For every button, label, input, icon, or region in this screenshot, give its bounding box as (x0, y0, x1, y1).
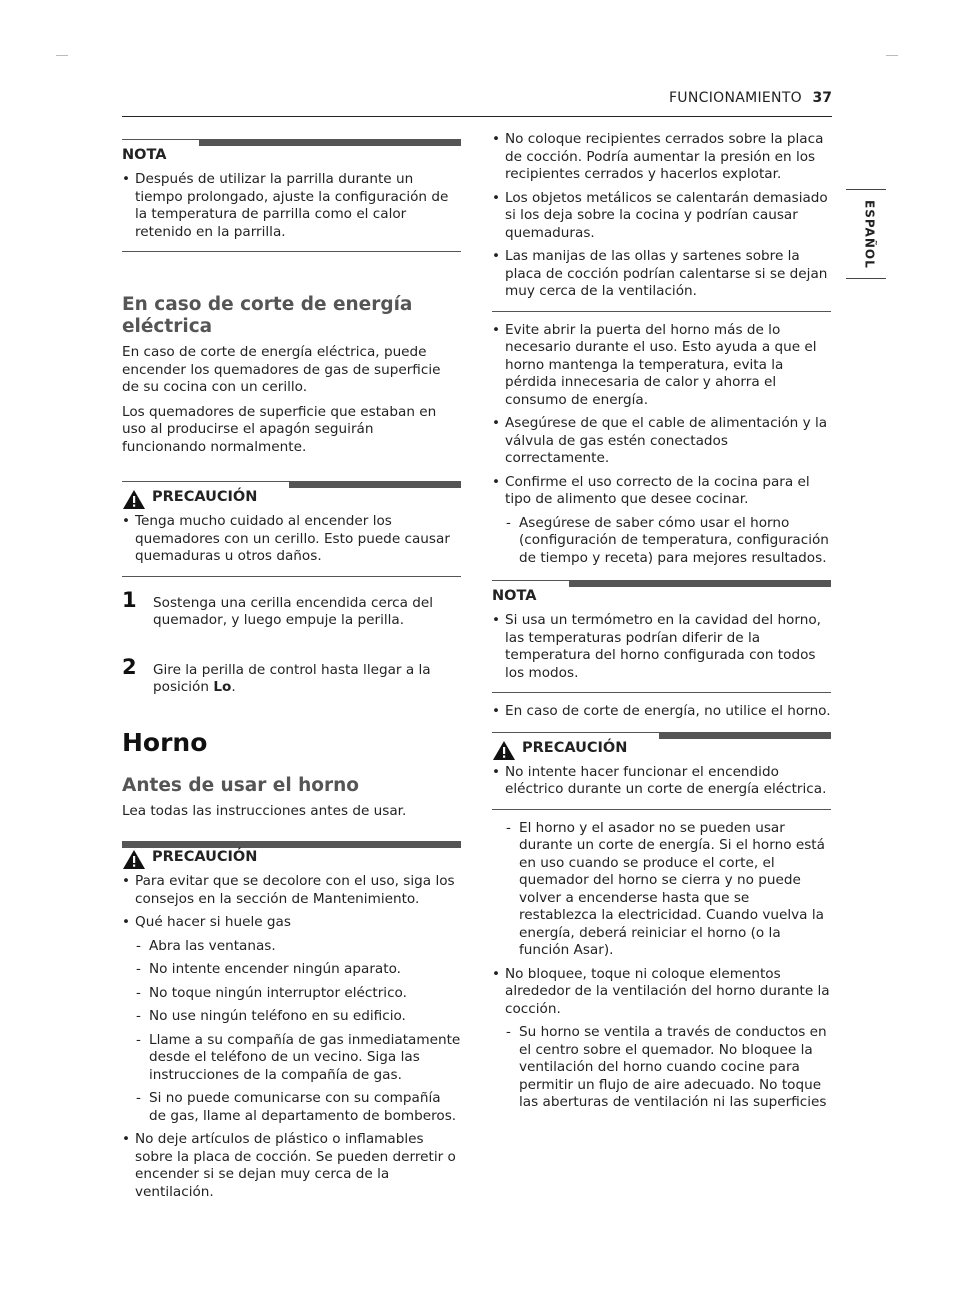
tips-list (492, 322, 831, 568)
sub-list-item: - El horno y el asador no se pueden usar durante un corte de energía. Si el horno está en uso cuando se produce el corte, el quemador del horno se cierra y no puede volver a encenderse hasta que se restablezca la electricidad. Cuando vuelva la energía, deberá reiniciar el horno (o la función Asar). (492, 820, 831, 960)
note-title: NOTA (492, 588, 537, 604)
step-text-end: . (231, 679, 236, 695)
step-number: 1 (122, 587, 137, 612)
step-bold-value: Lo (213, 679, 232, 695)
sub-list-item: - Su horno se ventila a través de conductos en el centro sobre el quemador. No bloquee la ventilación del horno cuando cocine para permitir un flujo de aire adecuado. No toque las aberturas de ventilación ni las superficies (492, 1024, 831, 1112)
list-item: • Asegúrese de que el cable de alimentación y la válvula de gas estén conectados correctamente. (492, 415, 831, 468)
list-item: • Evite abrir la puerta del horno más de lo necesario durante el uso. Esto ayuda a que el horno mantenga la temperatura, evita la pérdida innecesaria de calor y ahorra el consumo de energía. (492, 322, 831, 410)
list-item: • En caso de corte de energía, no utilice el horno. (492, 703, 831, 721)
caution-title: PRECAUCIÓN (152, 849, 258, 865)
language-tab-label: ESPAÑOL (862, 200, 877, 269)
page-number: 37 (812, 90, 832, 106)
warning-triangle-icon (123, 490, 145, 509)
list-item: • No bloquee, toque ni coloque elementos alrededor de la ventilación del horno durante la cocción. (492, 966, 831, 1019)
section-title: FUNCIONAMIENTO (668, 90, 802, 106)
warning-triangle-icon (123, 850, 145, 869)
caution-continuation (492, 130, 831, 312)
section-heading-before-use: Antes de usar el horno (122, 774, 360, 796)
language-tab (846, 189, 886, 279)
list-item: • No intente hacer funcionar el encendido eléctrico durante un corte de energía eléctrica. (492, 764, 831, 799)
step-1 (122, 587, 461, 630)
paragraph: En caso de corte de energía eléctrica, puede encender los quemadores de gas de superficie de su cocina con un cerillo. (122, 344, 441, 395)
list-item: • Las manijas de las ollas y sartenes sobre la placa de cocción podrían calentarse si se dejan muy cerca de la ventilación. (492, 248, 831, 301)
list-item: • Confirme el uso correcto de la cocina para el tipo de alimento que desee cocinar. (492, 474, 831, 509)
sub-list-item: - Si no puede comunicarse con su compañía de gas, llame al departamento de bomberos. (122, 1090, 461, 1125)
warning-triangle-icon (493, 741, 515, 760)
list-item: • Tenga mucho cuidado al encender los quemadores con un cerillo. Esto puede causar quemaduras u otros daños. (122, 513, 461, 566)
page-title: Horno (122, 727, 208, 757)
caution-title: PRECAUCIÓN (152, 489, 258, 505)
crop-mark-right (886, 55, 898, 56)
section-heading-power-outage: En caso de corte de energía eléctrica (122, 294, 413, 337)
sub-list-item: - Llame a su compañía de gas inmediatamente desde el teléfono de un vecino. Siga las instrucciones de la compañía de gas. (122, 1032, 461, 1085)
note-title: NOTA (122, 147, 167, 163)
list-item: • Los objetos metálicos se calentarán demasiado si los deja sobre la cocina y podrían causar quemaduras. (492, 190, 831, 243)
step-2 (122, 654, 461, 697)
caution-box (122, 832, 461, 1211)
list-item: • Qué hacer si huele gas (122, 914, 461, 932)
caution-title: PRECAUCIÓN (522, 739, 628, 756)
caution-box (122, 472, 461, 577)
step-number: 2 (122, 654, 137, 679)
right-column (492, 130, 831, 1112)
list-item: • Después de utilizar la parrilla durante un tiempo prolongado, ajuste la configuración de la temperatura de parrilla como el calor retenido en la parrilla. (122, 171, 461, 241)
step-text: Sostenga una cerilla encendida cerca del quemador, y luego empuje la perilla. (153, 594, 434, 628)
sub-list-item: - Asegúrese de saber cómo usar el horno (configuración de temperatura, configuración de tiempo y receta) para mejores resultados. (492, 515, 831, 568)
paragraph: Los quemadores de superficie que estaban en uso al producirse el apagón seguirán funcionando normalmente. (122, 403, 437, 455)
sub-list-item: - Abra las ventanas. (122, 938, 461, 956)
step-text: Gire la perilla de control hasta llegar a la posición (153, 661, 431, 695)
paragraph: Lea todas las instrucciones antes de usar. (122, 802, 407, 819)
crop-mark-left (56, 55, 68, 56)
sub-list-item: - No use ningún teléfono en su edificio. (122, 1008, 461, 1026)
page-header (122, 88, 832, 117)
list-item: • No deje artículos de plástico o inflamables sobre la placa de cocción. Se pueden derretir o encender si se dejan muy cerca de la ventilación. (122, 1131, 461, 1201)
list-item: • Para evitar que se decolore con el uso, siga los consejos en la sección de Mantenimiento. (122, 873, 461, 908)
note-box (122, 130, 461, 252)
list-item: • Si usa un termómetro en la cavidad del horno, las temperaturas podrían diferir de la temperatura del horno configurada con todos los modos. (492, 612, 831, 682)
list-item: • No coloque recipientes cerrados sobre la placa de cocción. Podría aumentar la presión en los recipientes cerrados y hacerlos explotar. (492, 131, 831, 184)
note-box (492, 571, 831, 693)
sub-list-item: - No intente encender ningún aparato. (122, 961, 461, 979)
caution-box (492, 723, 831, 810)
left-column (122, 130, 461, 1211)
sub-list-item: - No toque ningún interruptor eléctrico. (122, 985, 461, 1003)
